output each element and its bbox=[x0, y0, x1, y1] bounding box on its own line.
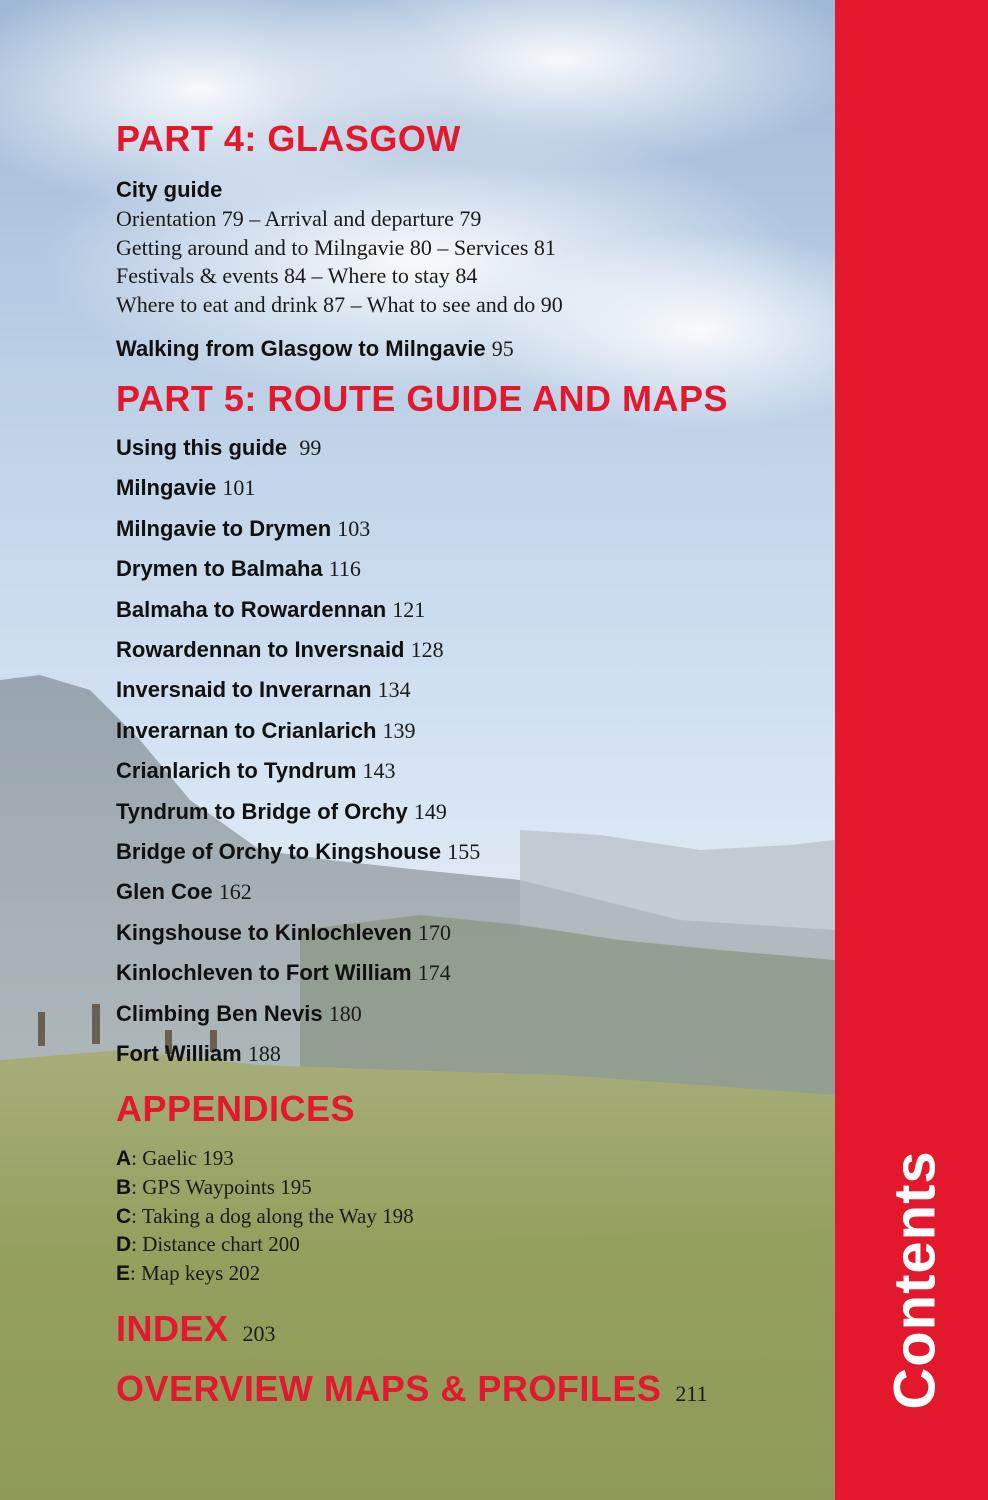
toc-entry-page: 134 bbox=[377, 677, 411, 703]
appendix-key: A bbox=[116, 1147, 132, 1170]
appendix-text: : Distance chart 200 bbox=[131, 1232, 300, 1257]
toc-entry-page: 101 bbox=[222, 475, 256, 501]
appendix-text: : Taking a dog along the Way 198 bbox=[131, 1203, 414, 1228]
city-guide-line: Getting around and to Milngavie 80 – Services 81 bbox=[116, 235, 556, 260]
part5-heading bbox=[116, 378, 728, 420]
city-guide-title: City guide bbox=[116, 177, 223, 202]
toc-entry-page: 170 bbox=[417, 919, 451, 945]
toc-entry[interactable] bbox=[116, 435, 321, 461]
toc-entry-title: Drymen to Balmaha bbox=[116, 556, 323, 582]
appendix-key: E bbox=[116, 1262, 131, 1286]
appendix-entry[interactable] bbox=[116, 1146, 234, 1171]
toc-entry[interactable] bbox=[116, 718, 416, 744]
toc-entry-page: 139 bbox=[382, 717, 416, 743]
city-guide-line: Festivals & events 84 – Where to stay 84 bbox=[116, 263, 478, 288]
toc-entry[interactable] bbox=[116, 556, 361, 582]
toc-entry-title: Kinlochleven to Fort William bbox=[116, 960, 412, 986]
sidebar-label: Contents bbox=[882, 1150, 948, 1410]
toc-entry-title: Balmaha to Rowardennan bbox=[116, 596, 387, 622]
appendix-entry[interactable] bbox=[116, 1261, 260, 1286]
toc-entry[interactable] bbox=[116, 960, 451, 986]
toc-entry[interactable] bbox=[116, 839, 480, 865]
toc-entry[interactable] bbox=[116, 677, 411, 703]
toc-entry-title: Rowardennan to Inversnaid bbox=[116, 637, 405, 662]
overview-page: 211 bbox=[675, 1381, 708, 1406]
toc-entry-title: Fort William bbox=[116, 1041, 242, 1066]
appendices-heading bbox=[116, 1088, 355, 1130]
part4-heading bbox=[116, 118, 461, 160]
toc-entry-page: 188 bbox=[247, 1041, 281, 1066]
overview-heading[interactable] bbox=[116, 1368, 708, 1410]
toc-entry-title: Kingshouse to Kinlochleven bbox=[116, 919, 412, 945]
toc-entry-title: Inversnaid to Inverarnan bbox=[116, 677, 372, 703]
toc-entry-page: 180 bbox=[328, 1000, 362, 1026]
toc-entry-title: Using this guide bbox=[116, 435, 288, 460]
index-heading-text: INDEX bbox=[116, 1308, 229, 1349]
part4-heading-text: PART 4: GLASGOW bbox=[116, 118, 461, 159]
appendix-key: D bbox=[116, 1233, 132, 1257]
toc-entry-walking[interactable] bbox=[116, 336, 514, 362]
appendix-entry[interactable] bbox=[116, 1175, 312, 1200]
toc-entry[interactable] bbox=[116, 1001, 362, 1027]
appendix-text: : Map keys 202 bbox=[130, 1261, 261, 1286]
toc-entry-page: 99 bbox=[299, 435, 322, 460]
toc-entry-title: Tyndrum to Bridge of Orchy bbox=[116, 798, 408, 824]
toc-entry-title: Milngavie to Drymen bbox=[116, 515, 332, 541]
toc-entry[interactable] bbox=[116, 879, 252, 905]
toc-entry-page: 128 bbox=[410, 637, 444, 662]
toc-entry[interactable] bbox=[116, 799, 447, 825]
toc-entry-title: Glen Coe bbox=[116, 879, 213, 905]
appendix-entry[interactable] bbox=[116, 1204, 414, 1229]
index-heading[interactable] bbox=[116, 1308, 276, 1350]
toc-entry-page: 155 bbox=[447, 839, 481, 864]
toc-entry-title: Walking from Glasgow to Milngavie bbox=[116, 336, 486, 361]
toc-entry-page: 143 bbox=[362, 758, 396, 784]
toc-entry[interactable] bbox=[116, 637, 444, 663]
toc-entry[interactable] bbox=[116, 516, 370, 542]
city-guide-line: Orientation 79 – Arrival and departure 79 bbox=[116, 206, 482, 231]
toc-entry-page: 95 bbox=[491, 336, 514, 361]
toc-entry[interactable] bbox=[116, 597, 425, 623]
appendices-heading-text: APPENDICES bbox=[116, 1088, 356, 1129]
toc-entry-title: Milngavie bbox=[116, 475, 217, 501]
toc-entry[interactable] bbox=[116, 475, 255, 501]
index-page: 203 bbox=[242, 1321, 276, 1346]
overview-heading-text: OVERVIEW MAPS & PROFILES bbox=[116, 1368, 662, 1409]
toc-entry-page: 162 bbox=[218, 879, 252, 905]
toc-entry-page: 121 bbox=[392, 596, 426, 622]
toc-entry-page: 103 bbox=[337, 515, 371, 541]
toc-entry-title: Inverarnan to Crianlarich bbox=[116, 717, 377, 743]
toc-entry-page: 174 bbox=[417, 960, 451, 986]
toc-entry-title: Crianlarich to Tyndrum bbox=[116, 758, 357, 784]
toc-entry-page: 116 bbox=[328, 556, 361, 582]
toc-entry-title: Bridge of Orchy to Kingshouse bbox=[116, 839, 442, 864]
toc-entry[interactable] bbox=[116, 920, 451, 946]
appendix-text: : Gaelic 193 bbox=[131, 1146, 234, 1170]
appendix-text: : GPS Waypoints 195 bbox=[131, 1174, 312, 1199]
toc-entry[interactable] bbox=[116, 758, 396, 784]
city-guide-line: Where to eat and drink 87 – What to see and do 90 bbox=[116, 292, 563, 317]
appendix-entry[interactable] bbox=[116, 1232, 300, 1257]
appendix-key: C bbox=[116, 1204, 132, 1228]
appendix-key: B bbox=[116, 1175, 132, 1199]
toc-entry-page: 149 bbox=[413, 798, 447, 824]
toc-entry[interactable] bbox=[116, 1041, 281, 1067]
part5-heading-text: PART 5: ROUTE GUIDE AND MAPS bbox=[116, 378, 729, 419]
toc-entry-title: Climbing Ben Nevis bbox=[116, 1000, 323, 1026]
